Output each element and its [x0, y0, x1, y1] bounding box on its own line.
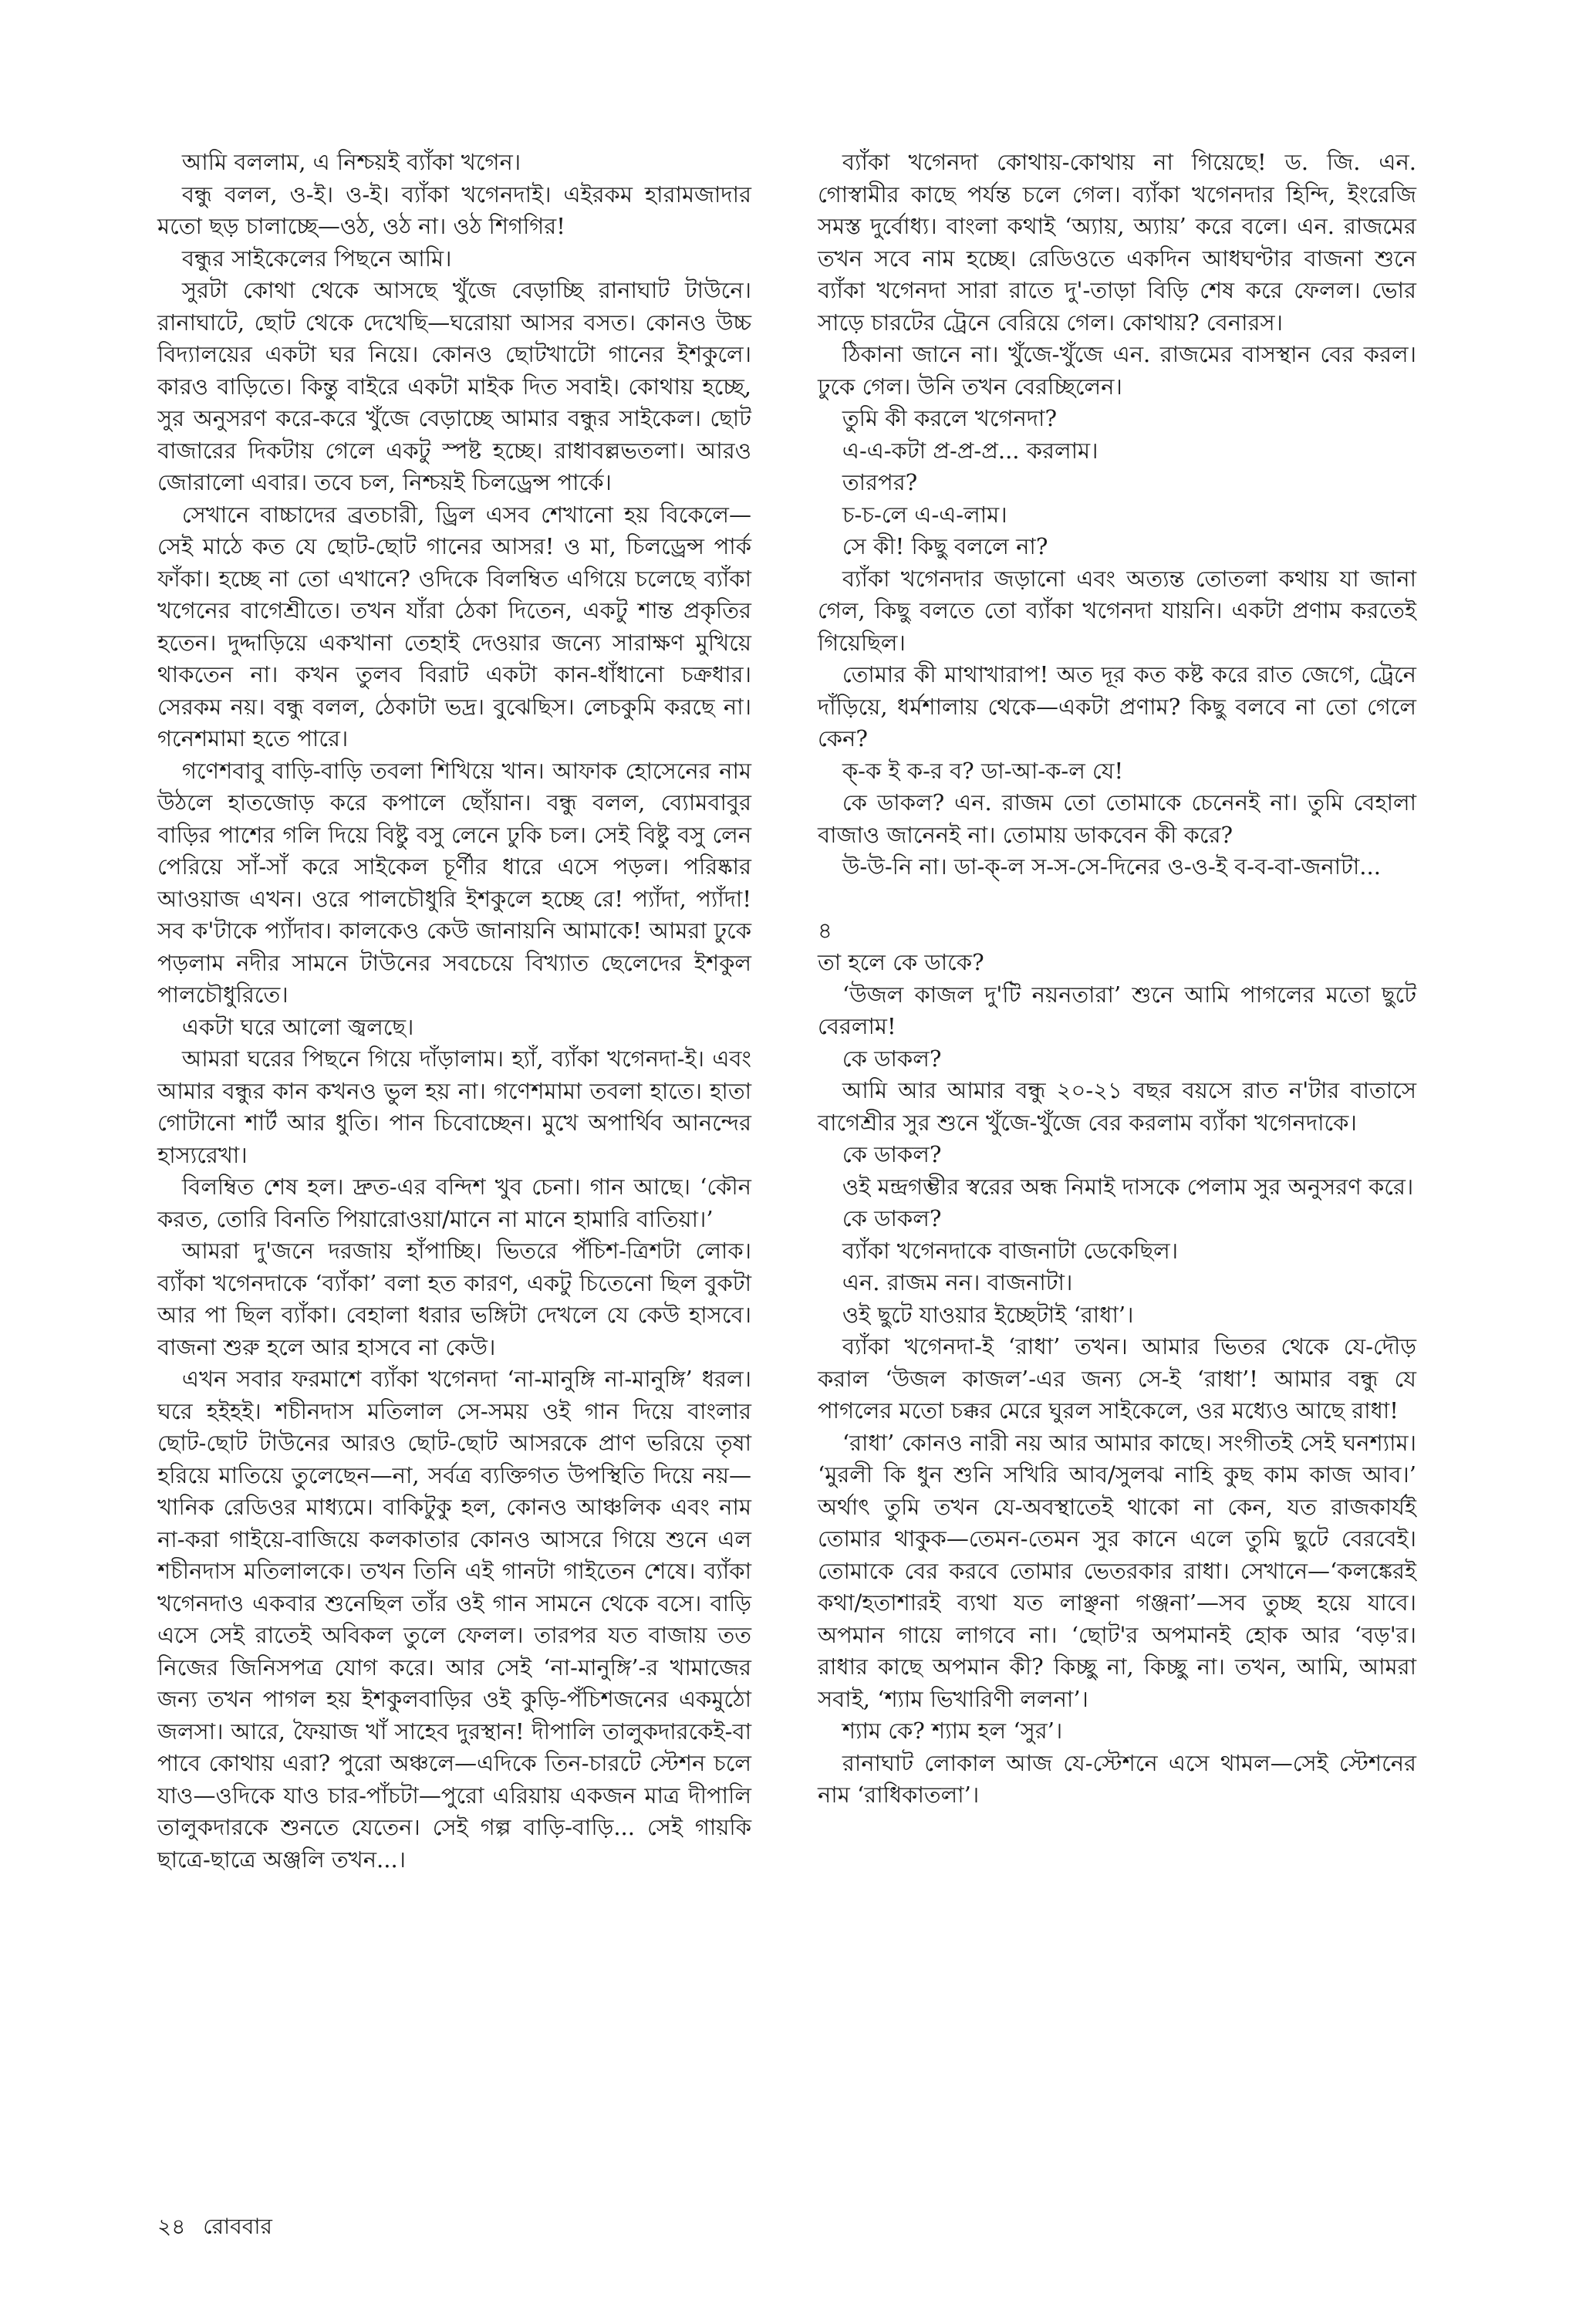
- paragraph: সুরটা কোথা থেকে আসছে খুঁজে বেড়াচ্ছি রানাঘাট টাউনে। রানাঘাটে, ছোট থেকে দেখেছি—ঘরোয়া আসর বসত। কোনও উচ্চ বিদ্যালয়ের একটা ঘর নিয়ে। কোনও ছোটখাটো গানের ইশকুলে। কারও বাড়িতে। কিন্তু বাইরে একটা মাইক দিত সবাই। কোথায় হচ্ছে, সুর অনুসরণ করে-করে খুঁজে বেড়াচ্ছে আমার বন্ধুর সাইকেল। ছোট বাজারের দিকটায় গেলে একটু স্পষ্ট হচ্ছে। রাধাবল্লভতলা। আরও জোরালো এবার। তবে চল, নিশ্চয়ই চিলড্রেন্স পার্কে।: [157, 277, 751, 495]
- paragraph: আমি বললাম, এ নিশ্চয়ই ব্যাঁকা খগেন।: [181, 149, 521, 175]
- paragraph: এখন সবার ফরমাশে ব্যাঁকা খগেনদা ‘না-মানুঙ্গি না-মানুঙ্গি’ ধরল। ঘরে হইহই। শচীনদাস মতিলাল সে-সময় ওই গান দিয়ে বাংলার ছোট-ছোট টাউনের আরও ছোট-ছোট আসরকে প্রাণ ভরিয়ে তৃষা হরিয়ে মাতিয়ে তুলেছেন—না, সর্বত্র ব্যক্তিগত উপস্থিতি দিয়ে নয়—খানিক রেডিওর মাধ্যমে। বাকিটুকু হল, কোনও আঞ্চলিক এবং নাম না-করা গাইয়ে-বাজিয়ে কলকাতার কোনও আসরে গিয়ে শুনে এল শচীনদাস মতিলালকে। তখন তিনি এই গানটা গাইতেন শেষে। ব্যাঁকা খগেনদাও একবার শুনেছিল তাঁর ওই গান সামনে থেকে বসে। বাড়ি এসে সেই রাতেই অবিকল তুলে ফেলল। তারপর যত বাজায় তত নিজের জিনিসপত্র যোগ করে। আর সেই ‘না-মানুঙ্গি’-র খামাজের জন্য তখন পাগল হয় ইশকুলবাড়ির ওই কুড়ি-পঁচিশজনের একমুঠো জলসা। আরে, ফৈয়াজ খাঁ সাহেব দুরস্থান! দীপালি তালুকদারকেই-বা পাবে কোথায় এরা? পুরো অঞ্চলে—এদিকে তিন-চারটে স্টেশন চলে যাও—ওদিকে যাও চার-পাঁচটা—পুরো এরিয়ায় একজন মাত্র দীপালি তালুকদারকে শুনতে যেতেন। সেই গল্প বাড়ি-বাড়ি... সেই গায়কি ছাত্রে-ছাত্রে অঞ্জলি তখন...।: [157, 1366, 751, 1873]
- paragraph: ব্যাঁকা খগেনদা কোথায়-কোথায় না গিয়েছে! ড. জি. এন. গোস্বামীর কাছে পর্যন্ত চলে গেল। ব্যাঁকা খগেনদার হিন্দি, ইংরেজি সমস্ত দুর্বোধ্য। বাংলা কথাই ‘অ্যায়, অ্যায়’ করে বলে। এন. রাজমের তখন সবে নাম হচ্ছে। রেডিওতে একদিন আধঘণ্টার বাজনা শুনে ব্যাঁকা খগেনদা সারা রাতে দু'-তাড়া বিড়ি শেষ করে ফেলল। ভোর সাড়ে চারটের ট্রেনে বেরিয়ে গেল। কোথায়? বেনারস।: [818, 149, 1416, 336]
- paragraph: কে ডাকল?: [842, 1205, 942, 1231]
- paragraph: ওই ছুটে যাওয়ার ইচ্ছেটাই ‘রাধা’।: [842, 1301, 1134, 1328]
- paragraph: আমরা দু'জনে দরজায় হাঁপাচ্ছি। ভিতরে পঁচিশ-ত্রিশটা লোক। ব্যাঁকা খগেনদাকে ‘ব্যাঁকা’ বলা হত কারণ, একটু চিতেনো ছিল বুকটা আর পা ছিল ব্যাঁকা। বেহালা ধরার ভঙ্গিটা দেখলে যে কেউ হাসবে। বাজনা শুরু হলে আর হাসবে না কেউ।: [157, 1238, 751, 1360]
- paragraph: শ্যাম কে? শ্যাম হল ‘সুর’।: [842, 1718, 1063, 1744]
- paragraph: ব্যাঁকা খগেনদা-ই ‘রাধা’ তখন। আমার ভিতর থেকে যে-দৌড় করাল ‘উজল কাজল’-এর জন্য সে-ই ‘রাধা’! আমার বন্ধু যে পাগলের মতো চক্কর মেরে ঘুরল সাইকেলে, ওর মধ্যেও আছে রাধা!: [818, 1333, 1416, 1424]
- paragraph: কে ডাকল? এন. রাজম তো তোমাকে চেনেনই না। তুমি বেহালা বাজাও জানেনই না। তোমায় ডাকবেন কী করে?: [818, 789, 1416, 848]
- paragraph: এ-এ-কটা প্র-প্র-প্র... করলাম।: [842, 437, 1098, 464]
- paragraph: আমরা ঘরের পিছনে গিয়ে দাঁড়ালাম। হ্যাঁ, ব্যাঁকা খগেনদা-ই। এবং আমার বন্ধুর কান কখনও ভুল হয় না। গণেশমামা তবলা হাতে। হাতা গোটানো শার্ট আর ধুতি। পান চিবোচ্ছেন। মুখে অপার্থিব আনন্দের হাস্যরেখা।: [157, 1045, 751, 1168]
- paragraph: একটা ঘরে আলো জ্বলছে।: [181, 1013, 414, 1040]
- paragraph: গণেশবাবু বাড়ি-বাড়ি তবলা শিখিয়ে খান। আফাক হোসেনের নাম উঠলে হাতজোড় করে কপালে ছোঁয়ান। বন্ধু বলল, ব্যোমবাবুর বাড়ির পাশের গলি দিয়ে বিষ্টু বসু লেনে ঢুকি চল। সেই বিষ্টু বসু লেন পেরিয়ে সাঁ-সাঁ করে সাইকেল চূর্ণীর ধারে এসে পড়ল। পরিষ্কার আওয়াজ এখন। ওরে পালচৌধুরি ইশকুলে হচ্ছে রে! প্যাঁদা, প্যাঁদা! সব ক'টাকে প্যাঁদাব। কালকেও কেউ জানায়নি আমাকে! আমরা ঢুকে পড়লাম নদীর সামনে টাউনের সবচেয়ে বিখ্যাত ছেলেদের ইশকুল পালচৌধুরিতে।: [157, 757, 751, 1008]
- paragraph: কে ডাকল?: [842, 1141, 942, 1167]
- paragraph: ঠিকানা জানে না। খুঁজে-খুঁজে এন. রাজমের বাসস্থান বের করল। ঢুকে গেল। উনি তখন বেরচ্ছিলেন।: [818, 341, 1416, 400]
- paragraph: সে কী! কিছু বললে না?: [842, 533, 1048, 559]
- paragraph: চ-চ-লে এ-এ-লাম।: [842, 501, 1007, 528]
- paragraph: তা হলে কে ডাকে?: [818, 949, 984, 975]
- paragraph: তারপর?: [842, 469, 918, 495]
- paragraph: ওই মন্দ্রগম্ভীর স্বরের অন্ধ নিমাই দাসকে পেলাম সুর অনুসরণ করে।: [842, 1173, 1414, 1200]
- paragraph: কে ডাকল?: [842, 1045, 942, 1072]
- paragraph: সেখানে বাচ্চাদের ব্রতচারী, ড্রিল এসব শেখানো হয় বিকেলে—সেই মাঠে কত যে ছোট-ছোট গানের আসর! ও মা, চিলড্রেন্স পার্ক ফাঁকা। হচ্ছে না তো এখানে? ওদিকে বিলম্বিত এগিয়ে চলেছে ব্যাঁকা খগেনের বাগেশ্রীতে। তখন যাঁরা ঠেকা দিতেন, একটু শান্ত প্রকৃতির হতেন। দুদ্দাড়িয়ে একখানা তেহাই দেওয়ার জন্যে সারাক্ষণ মুখিয়ে থাকতেন না। কখন তুলব বিরাট একটা কান-ধাঁধানো চক্রধার। সেরকম নয়। বন্ধু বলল, ঠেকাটা ভদ্র। বুঝেছিস। লেচকুমি করছে না। গনেশমামা হতে পারে।: [157, 501, 751, 752]
- paragraph: তুমি কী করলে খগেনদা?: [842, 405, 1057, 431]
- paragraph: ‘উজল কাজল দু'টি নয়নতারা’ শুনে আমি পাগলের মতো ছুটে বেরলাম!: [818, 981, 1416, 1039]
- paragraph: বন্ধু বলল, ও-ই। ও-ই। ব্যাঁকা খগেনদাই। এইরকম হারামজাদার মতো ছড় চালাচ্ছে—ওঠ, ওঠ না। ওঠ শিগগির!: [157, 181, 751, 239]
- paragraph: বিলম্বিত শেষ হল। দ্রুত-এর বন্দিশ খুব চেনা। গান আছে। ‘কৌন করত, তোরি বিনতি পিয়ারোওয়া/মানে না মানে হামারি বাতিয়া।’: [157, 1174, 751, 1232]
- paragraph: বন্ধুর সাইকেলের পিছনে আমি।: [181, 245, 452, 272]
- paragraph: ব্যাঁকা খগেনদার জড়ানো এবং অত্যন্ত তোতলা কথায় যা জানা গেল, কিছু বলতে তো ব্যাঁকা খগেনদা যায়নি। একটা প্রণাম করতেই গিয়েছিল।: [818, 565, 1416, 656]
- paragraph: তোমার কী মাথাখারাপ! অত দূর কত কষ্ট করে রাত জেগে, ট্রেনে দাঁড়িয়ে, ধর্মশালায় থেকে—একটা প্রণাম? কিছু বলবে না তো গেলে কেন?: [818, 661, 1416, 752]
- paragraph: ‘রাধা’ কোনও নারী নয় আর আমার কাছে। সংগীতই সেই ঘনশ্যাম। ‘মুরলী কি ধুন শুনি সখিরি আব/সুলঝ নাহি কুছ কাম কাজ আব।’ অর্থাৎ তুমি তখন যে-অবস্থাতেই থাকো না কেন, যত রাজকার্যই তোমার থাকুক—তেমন-তেমন সুর কানে এলে তুমি ছুটে বেরবেই। তোমাকে বের করবে তোমার ভেতরকার রাধা। সেখানে—‘কলঙ্কেরই কথা/হতাশারই ব্যথা যত লাঞ্ছনা গঞ্জনা’—সব তুচ্ছ হয়ে যাবে। অপমান গায়ে লাগবে না। ‘ছোট'র অপমানই হোক আর ‘বড়'র। রাধার কাছে অপমান কী? কিচ্ছু না, কিচ্ছু না। তখন, আমি, আমরা সবাই, ‘শ্যাম ভিখারিণী ললনা’।: [818, 1429, 1416, 1712]
- paragraph: রানাঘাট লোকাল আজ যে-স্টেশনে এসে থামল—সেই স্টেশনের নাম ‘রাধিকাতলা’।: [818, 1749, 1416, 1808]
- right-column: [818, 147, 1416, 1812]
- paragraph: ব্যাঁকা খগেনদাকে বাজনাটা ডেকেছিল।: [842, 1237, 1179, 1264]
- magazine-name: রোববার: [203, 2214, 272, 2239]
- paragraph: এন. রাজম নন। বাজনাটা।: [842, 1269, 1073, 1295]
- page-number: ২৪: [157, 2214, 186, 2239]
- left-column: [157, 147, 751, 1876]
- paragraph: আমি আর আমার বন্ধু ২০-২১ বছর বয়সে রাত ন'টার বাতাসে বাগেশ্রীর সুর শুনে খুঁজে-খুঁজে বের করলাম ব্যাঁকা খগেনদাকে।: [818, 1077, 1416, 1136]
- paragraph: উ-উ-নি না। ডা-ক্‌-ল স-স-সে-দিনের ও-ও-ই ব-ব-বা-জনাটা...: [842, 853, 1381, 880]
- paragraph: ক্‌-ক ই ক-র ব? ডা-আ-ক-ল যে!: [842, 757, 1124, 784]
- page-footer: [157, 2213, 283, 2241]
- section-number: ৪: [818, 917, 832, 944]
